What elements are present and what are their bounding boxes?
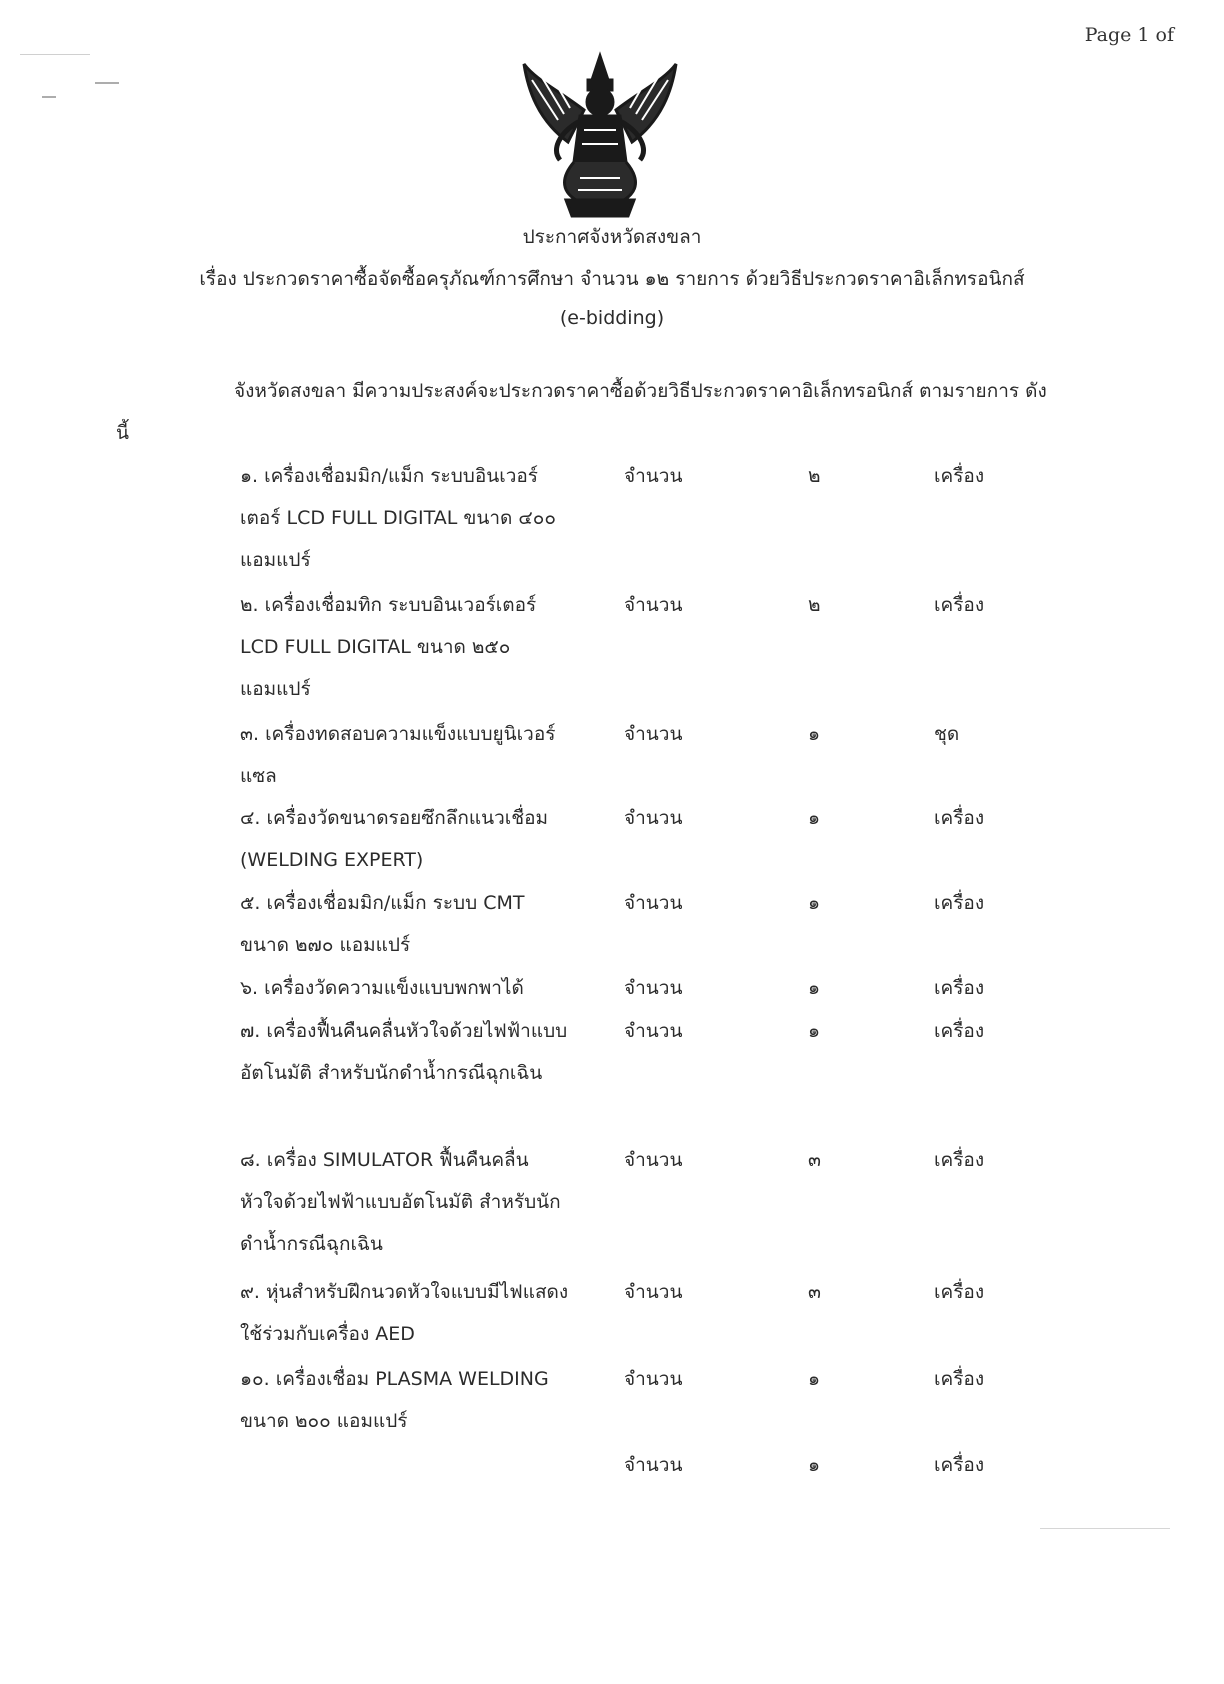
item-quantity-label: จำนวน bbox=[624, 1368, 683, 1390]
item-quantity-label: จำนวน bbox=[624, 594, 683, 616]
scan-artifact bbox=[20, 54, 90, 55]
item-description: ๔. เครื่องวัดขนาดรอยซึกลึกแนวเชื่อม (WELDING EXPERT) bbox=[240, 807, 549, 871]
item-quantity: ๑ bbox=[808, 1454, 821, 1476]
scan-artifact bbox=[42, 96, 56, 98]
item-quantity-label: จำนวน bbox=[624, 807, 683, 829]
item-unit: เครื่อง bbox=[934, 465, 985, 487]
item-quantity: ๑ bbox=[808, 892, 821, 914]
page-number-label: Page 1 of bbox=[1084, 24, 1174, 46]
garuda-emblem-icon bbox=[518, 50, 682, 222]
item-quantity-label: จำนวน bbox=[624, 1454, 683, 1476]
item-description: ๖. เครื่องวัดความแข็งแบบพกพาได้ bbox=[240, 977, 524, 999]
item-quantity: ๒ bbox=[808, 594, 821, 616]
item-unit: เครื่อง bbox=[934, 977, 985, 999]
announcement-subject: เรื่อง ประกวดราคาซื้อจัดซื้อครุภัณฑ์การศึกษา จำนวน ๑๒ รายการ ด้วยวิธีประกวดราคาอิเล็กทรอนิกส์ bbox=[199, 268, 1025, 290]
item-quantity-label: จำนวน bbox=[624, 465, 683, 487]
announcement-method: (e-bidding) bbox=[559, 307, 665, 329]
item-unit: เครื่อง bbox=[934, 1368, 985, 1390]
scan-artifact bbox=[95, 82, 119, 84]
item-description: ๕. เครื่องเชื่อมมิก/แม็ก ระบบ CMT ขนาด ๒๗๐ แอมแปร์ bbox=[240, 892, 525, 956]
item-unit: เครื่อง bbox=[934, 594, 985, 616]
item-unit: เครื่อง bbox=[934, 892, 985, 914]
item-quantity: ๑ bbox=[808, 1020, 821, 1042]
announcement-title: ประกาศจังหวัดสงขลา bbox=[522, 226, 702, 248]
intro-paragraph: จังหวัดสงขลา มีความประสงค์จะประกวดราคาซื้อด้วยวิธีประกวดราคาอิเล็กทรอนิกส์ ตามรายการ ดัง bbox=[234, 380, 1047, 402]
item-unit: เครื่อง bbox=[934, 1454, 985, 1476]
item-quantity: ๒ bbox=[808, 465, 821, 487]
item-quantity-label: จำนวน bbox=[624, 977, 683, 999]
item-unit: เครื่อง bbox=[934, 1020, 985, 1042]
item-description: ๒. เครื่องเชื่อมทิก ระบบอินเวอร์เตอร์ LCD FULL DIGITAL ขนาด ๒๕๐ แอมแปร์ bbox=[240, 594, 537, 700]
item-quantity-label: จำนวน bbox=[624, 1149, 683, 1171]
item-unit: ชุด bbox=[934, 723, 960, 745]
item-unit: เครื่อง bbox=[934, 1149, 985, 1171]
item-description: ๑๐. เครื่องเชื่อม PLASMA WELDING ขนาด ๒๐๐ แอมแปร์ bbox=[240, 1368, 549, 1432]
item-description: ๗. เครื่องฟื้นคืนคลื่นหัวใจด้วยไฟฟ้าแบบอัตโนมัติ สำหรับนักดำน้ำกรณีฉุกเฉิน bbox=[240, 1020, 568, 1084]
item-quantity-label: จำนวน bbox=[624, 1281, 683, 1303]
item-quantity: ๑ bbox=[808, 723, 821, 745]
scan-artifact bbox=[1040, 1528, 1170, 1529]
item-quantity: ๑ bbox=[808, 977, 821, 999]
item-quantity-label: จำนวน bbox=[624, 892, 683, 914]
item-unit: เครื่อง bbox=[934, 1281, 985, 1303]
item-description: ๑. เครื่องเชื่อมมิก/แม็ก ระบบอินเวอร์เตอร์ LCD FULL DIGITAL ขนาด ๔๐๐ แอมแปร์ bbox=[240, 465, 556, 571]
item-quantity-label: จำนวน bbox=[624, 723, 683, 745]
intro-paragraph-tail: นี้ bbox=[116, 422, 129, 444]
item-description: ๓. เครื่องทดสอบความแข็งแบบยูนิเวอร์แซล bbox=[240, 723, 556, 787]
item-description: ๙. หุ่นสำหรับฝึกนวดหัวใจแบบมีไฟแสดง ใช้ร่วมกับเครื่อง AED bbox=[240, 1281, 569, 1345]
item-description: ๘. เครื่อง SIMULATOR ฟื้นคืนคลื่นหัวใจด้วยไฟฟ้าแบบอัตโนมัติ สำหรับนักดำน้ำกรณีฉุกเฉิน bbox=[240, 1149, 561, 1255]
item-quantity: ๓ bbox=[808, 1149, 821, 1171]
item-quantity-label: จำนวน bbox=[624, 1020, 683, 1042]
item-quantity: ๓ bbox=[808, 1281, 821, 1303]
item-unit: เครื่อง bbox=[934, 807, 985, 829]
item-quantity: ๑ bbox=[808, 1368, 821, 1390]
item-quantity: ๑ bbox=[808, 807, 821, 829]
